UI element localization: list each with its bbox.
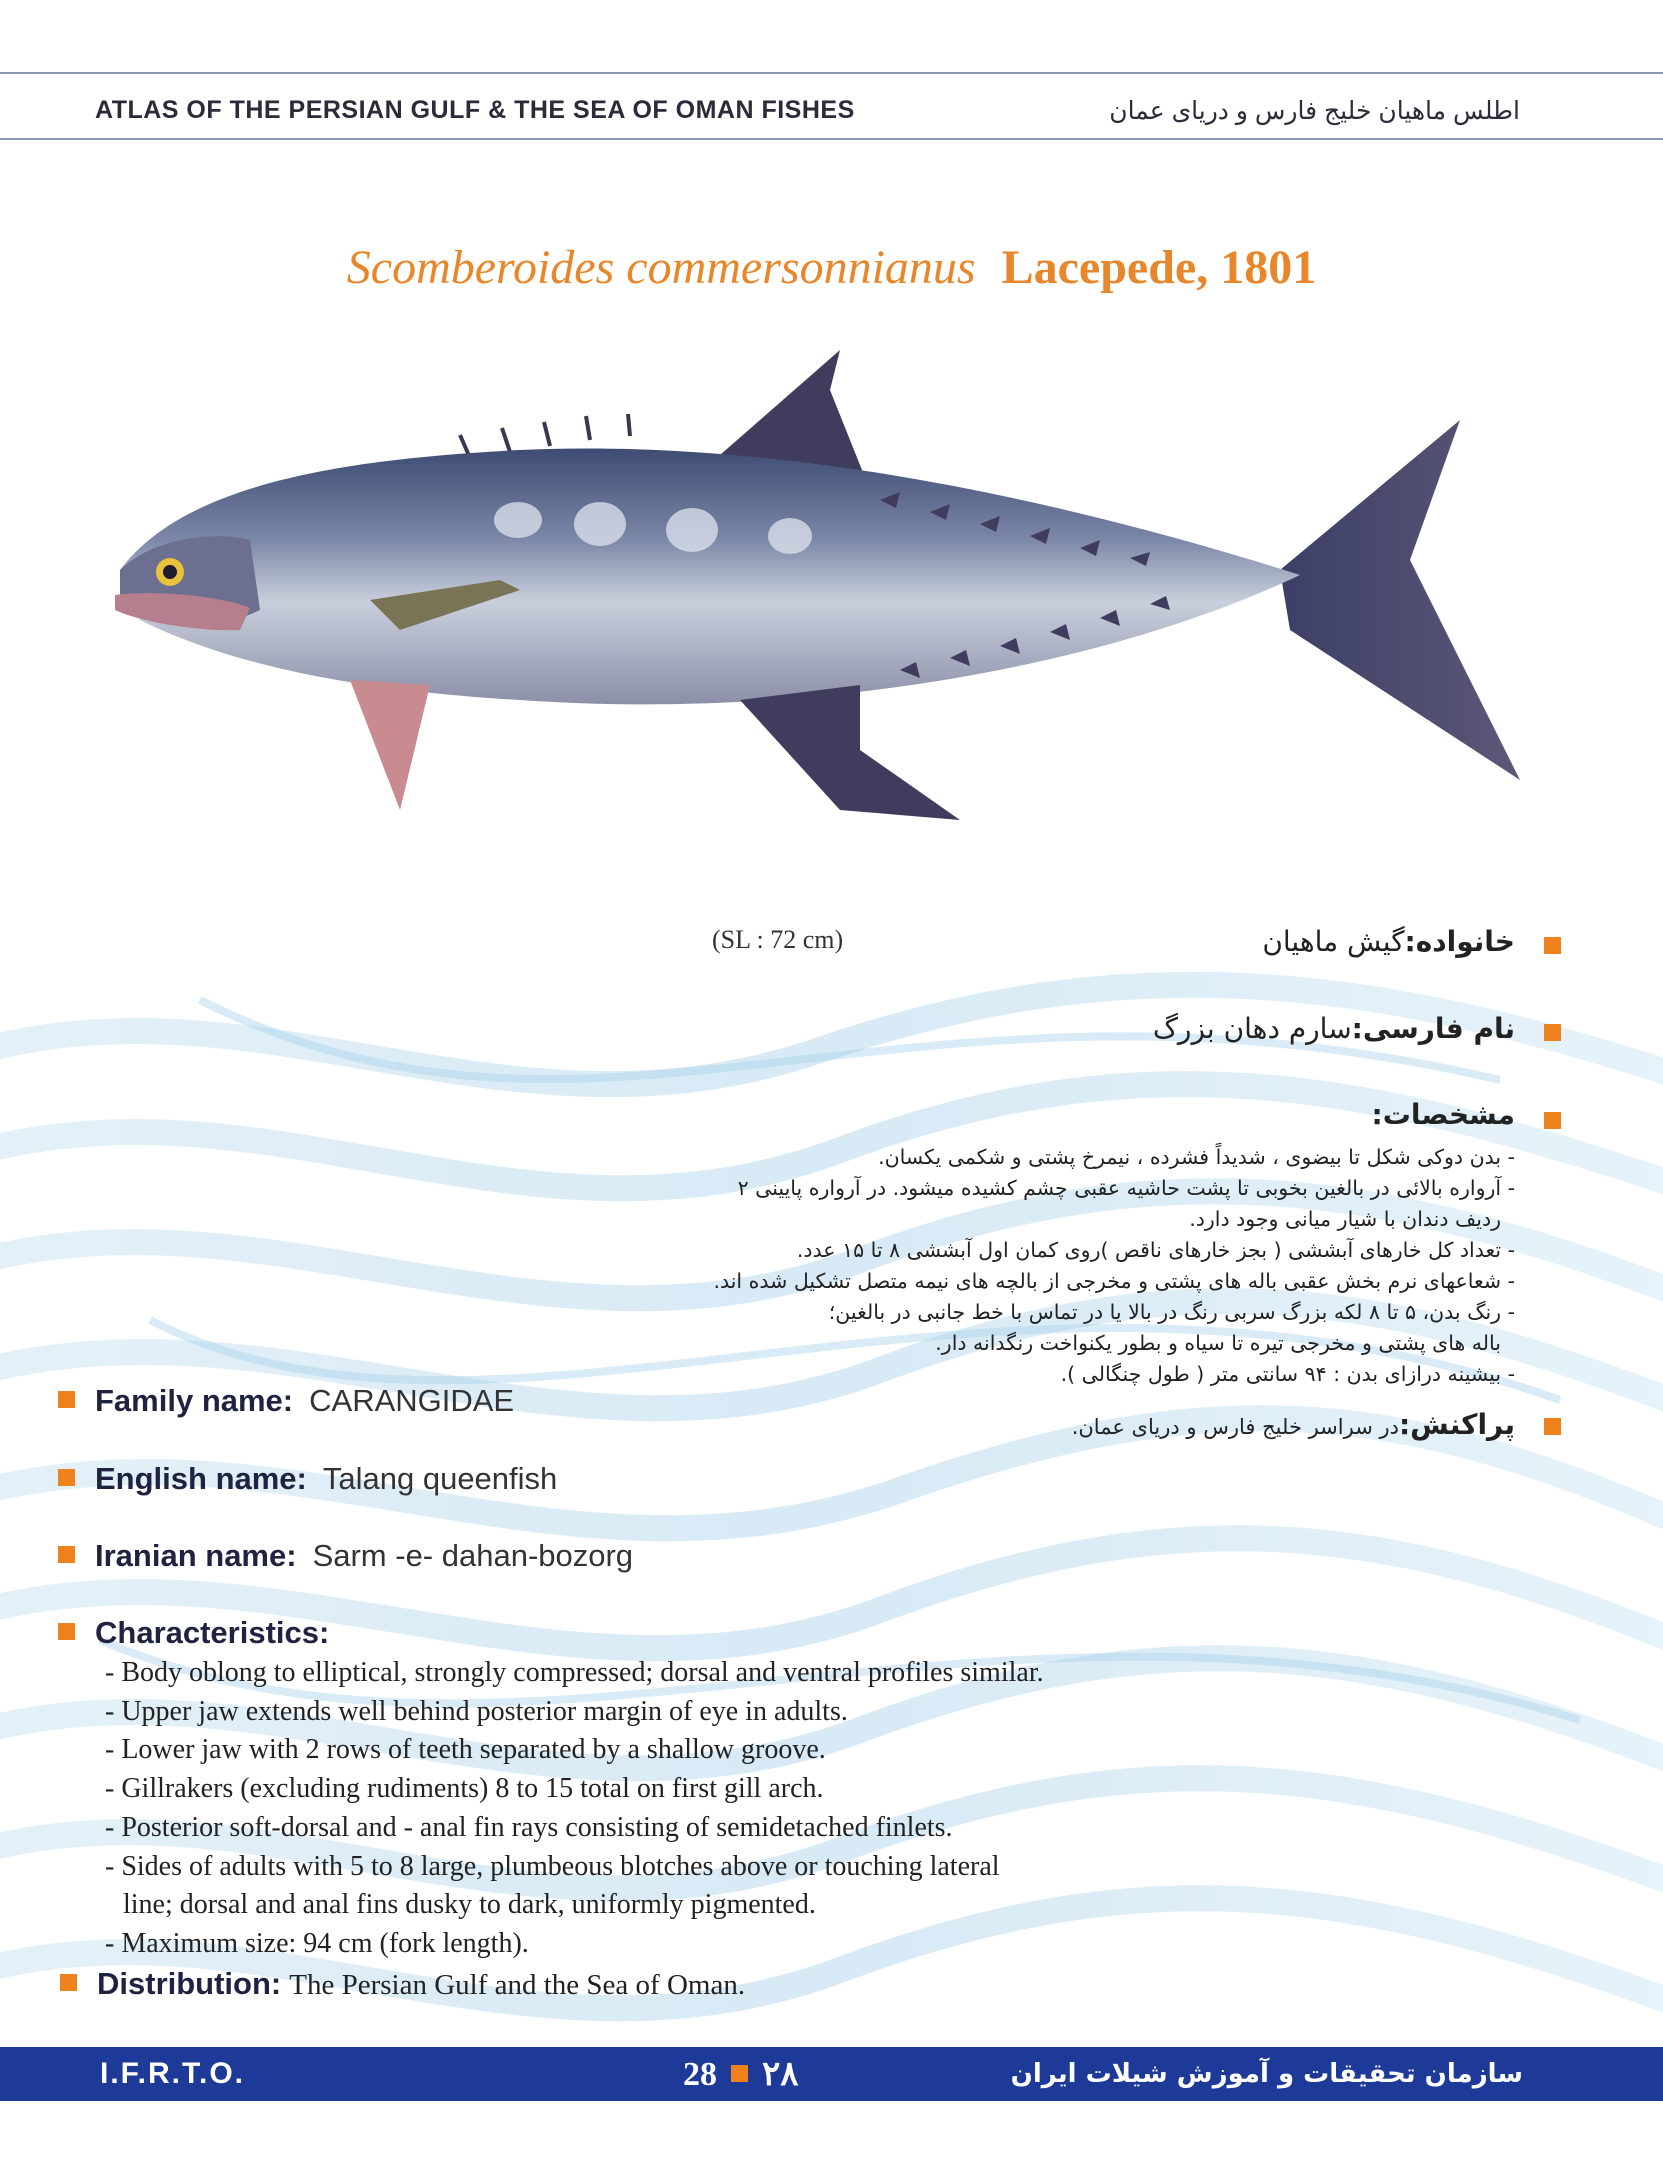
en-english-name-value: Talang queenfish — [322, 1461, 558, 1496]
fa-characteristic-item: - تعداد کل خارهای آبششی ( بجز خارهای ناقص )روی کمان اول آبششی ۸ تا ۱۵ عدد. — [796, 1238, 1515, 1262]
fa-distribution-bullet — [1544, 1418, 1561, 1435]
en-english-name-label: English name: — [95, 1461, 307, 1496]
footer-org-fa: سازمان تحقیقات و آموزش شیلات ایران — [1010, 2059, 1523, 2089]
fa-name-bullet — [1544, 1024, 1561, 1041]
en-characteristic-item: - Gillrakers (excluding rudiments) 8 to 15 total on first gill arch. — [105, 1773, 824, 1805]
fa-persian-name-value: سارم دهان بزرگ — [1152, 1012, 1352, 1045]
en-distribution-row — [60, 1966, 745, 2002]
header-rule-top — [0, 72, 1663, 74]
en-characteristics-label: Characteristics: — [95, 1615, 330, 1650]
en-characteristic-item: - Upper jaw extends well behind posterior margin of eye in adults. — [105, 1695, 848, 1727]
en-family-label: Family name: — [95, 1383, 294, 1418]
fa-distribution-label: پراکنش: — [1398, 1408, 1515, 1441]
fa-distribution-value: در سراسر خلیج فارس و دریای عمان. — [1071, 1415, 1399, 1439]
species-author: Lacepede, 1801 — [1001, 241, 1317, 294]
fa-family-bullet — [1544, 937, 1561, 954]
en-characteristic-item: - Posterior soft-dorsal and - anal fin rays consisting of semidetached finlets. — [105, 1811, 953, 1843]
en-distribution-value: The Persian Gulf and the Sea of Oman. — [289, 1969, 746, 2001]
fa-characteristic-item: باله های پشتی و مخرجی تیره تا سیاه و بطور یکنواخت رنگدانه دار. — [935, 1331, 1501, 1355]
fa-characteristics-bullet — [1544, 1112, 1561, 1129]
en-characteristics-bullet — [58, 1623, 75, 1640]
atlas-title-fa: اطلس ماهیان خلیج فارس و دریای عمان — [1109, 97, 1520, 125]
fish-illustration — [100, 340, 1530, 840]
fa-persian-name-row — [1153, 1012, 1515, 1045]
en-distribution-label: Distribution: — [97, 1966, 282, 2001]
en-characteristic-item: line; dorsal and anal fins dusky to dark, uniformly pigmented. — [123, 1889, 816, 1921]
en-characteristic-item: - Body oblong to elliptical, strongly compressed; dorsal and ventral profiles similar. — [105, 1657, 1044, 1688]
fa-distribution-row — [1072, 1408, 1515, 1441]
specimen-size: (SL : 72 cm) — [712, 925, 844, 954]
page-number-separator — [731, 2065, 748, 2082]
en-iranian-name-label: Iranian name: — [95, 1538, 297, 1573]
en-characteristic-item: - Sides of adults with 5 to 8 large, plumbeous blotches above or touching lateral — [105, 1850, 1000, 1882]
page-number — [683, 2054, 799, 2094]
species-title — [0, 240, 1663, 295]
header-rule-bottom — [0, 138, 1663, 140]
en-english-name-row — [58, 1461, 557, 1497]
fa-characteristic-item: ردیف دندان با شیار میانی وجود دارد. — [1189, 1207, 1501, 1231]
en-characteristic-item: - Maximum size: 94 cm (fork length). — [105, 1927, 529, 1959]
en-iranian-name-row — [58, 1538, 633, 1574]
fa-characteristic-item: - شعاعهای نرم بخش عقبی باله های پشتی و مخرجی از بالچه های نیمه متصل تشکیل شده اند. — [713, 1269, 1515, 1293]
en-family-row — [58, 1383, 514, 1419]
en-distribution-bullet — [60, 1974, 77, 1991]
page-number-en: 28 — [683, 2056, 717, 2093]
en-family-value: CARANGIDAE — [309, 1383, 515, 1418]
en-characteristics-list — [105, 1654, 1044, 1964]
fa-persian-name-label: نام فارسی: — [1351, 1012, 1515, 1045]
fa-family-value: گیش ماهیان — [1262, 925, 1405, 958]
en-english-name-bullet — [58, 1469, 75, 1486]
en-iranian-name-bullet — [58, 1546, 75, 1563]
footer-org-en: I.F.R.T.O. — [100, 2057, 246, 2090]
fa-characteristic-item: - رنگ بدن، ۵ تا ۸ لکه بزرگ سربی رنگ در بالا یا در تماس با خط جانبی در بالغین؛ — [828, 1300, 1515, 1324]
fa-characteristic-item: - بدن دوکی شکل تا بیضوی ، شدیداً فشرده ، نیمرخ پشتی و شکمی یکسان. — [878, 1145, 1515, 1169]
fa-characteristics-heading — [1372, 1098, 1515, 1131]
fa-characteristic-item: - بیشینه درازای بدن : ۹۴ سانتی متر ( طول چنگالی ). — [1060, 1362, 1515, 1386]
page-number-fa: ۲۸ — [762, 2056, 799, 2093]
fa-characteristic-item: - آرواره بالائی در بالغین بخوبی تا پشت حاشیه عقبی چشم کشیده میشود. در آرواره پایینی ۲ — [737, 1176, 1515, 1200]
en-family-bullet — [58, 1391, 75, 1408]
fa-characteristics-label: مشخصات: — [1371, 1098, 1515, 1131]
scientific-name: Scomberoides commersonnianus — [346, 241, 976, 294]
en-characteristic-item: - Lower jaw with 2 rows of teeth separated by a shallow groove. — [105, 1734, 826, 1766]
atlas-title-en: ATLAS OF THE PERSIAN GULF & THE SEA OF OMAN FISHES — [95, 96, 855, 124]
footer-bar — [0, 2047, 1663, 2101]
en-characteristics-heading — [58, 1615, 329, 1651]
fa-family-label: خانواده: — [1404, 925, 1515, 958]
fa-characteristics-list — [415, 1142, 1515, 1390]
en-iranian-name-value: Sarm -e- dahan-bozorg — [312, 1538, 634, 1573]
fa-family-row — [1262, 925, 1515, 958]
